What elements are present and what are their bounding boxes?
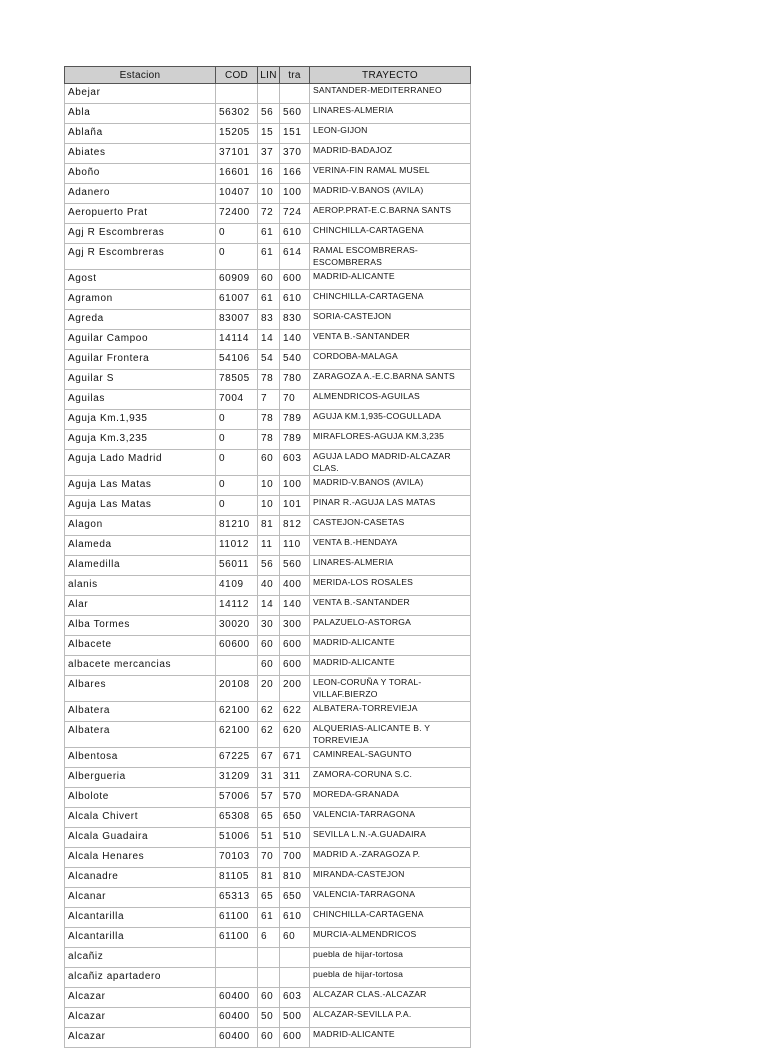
cell-tra: 700 bbox=[280, 848, 310, 868]
table-row bbox=[65, 290, 471, 310]
cell-tra: 830 bbox=[280, 310, 310, 330]
table-row bbox=[65, 450, 471, 476]
cell-estacion: Alcanar bbox=[65, 888, 216, 908]
cell-tra: 789 bbox=[280, 430, 310, 450]
cell-cod: 56011 bbox=[216, 556, 258, 576]
cell-cod: 37101 bbox=[216, 144, 258, 164]
cell-tra: 610 bbox=[280, 290, 310, 310]
cell-estacion: Abejar bbox=[65, 84, 216, 104]
cell-tra: 200 bbox=[280, 676, 310, 702]
cell-estacion: alcañiz bbox=[65, 948, 216, 968]
cell-trayecto: puebla de hijar-tortosa bbox=[310, 948, 471, 968]
cell-lin: 60 bbox=[258, 270, 280, 290]
table-row bbox=[65, 430, 471, 450]
cell-trayecto: ALQUERIAS-ALICANTE B. Y TORREVIEJA bbox=[310, 722, 471, 748]
cell-estacion: Alcazar bbox=[65, 1008, 216, 1028]
table-row bbox=[65, 676, 471, 702]
cell-trayecto: MADRID-V.BANOS (AVILA) bbox=[310, 476, 471, 496]
cell-estacion: Alcantarilla bbox=[65, 908, 216, 928]
table-row bbox=[65, 516, 471, 536]
cell-trayecto: VALENCIA-TARRAGONA bbox=[310, 888, 471, 908]
table-row bbox=[65, 476, 471, 496]
cell-lin: 31 bbox=[258, 768, 280, 788]
cell-estacion: Alcazar bbox=[65, 1028, 216, 1048]
cell-lin: 56 bbox=[258, 104, 280, 124]
cell-cod: 60400 bbox=[216, 1008, 258, 1028]
cell-cod: 67225 bbox=[216, 748, 258, 768]
cell-estacion: Aguja Las Matas bbox=[65, 476, 216, 496]
cell-cod: 62100 bbox=[216, 722, 258, 748]
cell-lin: 61 bbox=[258, 290, 280, 310]
cell-cod: 10407 bbox=[216, 184, 258, 204]
cell-cod: 60400 bbox=[216, 1028, 258, 1048]
cell-cod: 70103 bbox=[216, 848, 258, 868]
cell-trayecto: LINARES-ALMERIA bbox=[310, 104, 471, 124]
cell-estacion: Albacete bbox=[65, 636, 216, 656]
cell-lin: 56 bbox=[258, 556, 280, 576]
cell-estacion: Ablaña bbox=[65, 124, 216, 144]
cell-trayecto: MADRID-ALICANTE bbox=[310, 1028, 471, 1048]
cell-estacion: Aguilar Frontera bbox=[65, 350, 216, 370]
cell-cod: 51006 bbox=[216, 828, 258, 848]
cell-tra: 540 bbox=[280, 350, 310, 370]
cell-estacion: Albares bbox=[65, 676, 216, 702]
cell-lin: 61 bbox=[258, 244, 280, 270]
table-row bbox=[65, 104, 471, 124]
cell-tra: 610 bbox=[280, 908, 310, 928]
cell-cod: 62100 bbox=[216, 702, 258, 722]
cell-tra: 789 bbox=[280, 410, 310, 430]
cell-estacion: Albergueria bbox=[65, 768, 216, 788]
table-row bbox=[65, 1028, 471, 1048]
cell-trayecto: MOREDA-GRANADA bbox=[310, 788, 471, 808]
cell-tra: 650 bbox=[280, 808, 310, 828]
cell-lin: 65 bbox=[258, 888, 280, 908]
cell-lin: 81 bbox=[258, 868, 280, 888]
cell-lin: 61 bbox=[258, 908, 280, 928]
table-row bbox=[65, 1008, 471, 1028]
header-estacion: Estacion bbox=[65, 67, 216, 84]
table-row bbox=[65, 270, 471, 290]
cell-estacion: Abiates bbox=[65, 144, 216, 164]
cell-tra: 560 bbox=[280, 556, 310, 576]
cell-trayecto: AGUJA KM.1,935-COGULLADA bbox=[310, 410, 471, 430]
table-body bbox=[65, 84, 471, 1048]
cell-trayecto: CORDOBA-MALAGA bbox=[310, 350, 471, 370]
cell-tra: 166 bbox=[280, 164, 310, 184]
cell-tra: 570 bbox=[280, 788, 310, 808]
cell-lin: 54 bbox=[258, 350, 280, 370]
cell-cod: 0 bbox=[216, 430, 258, 450]
cell-cod: 60600 bbox=[216, 636, 258, 656]
cell-tra: 100 bbox=[280, 476, 310, 496]
cell-estacion: Alcala Guadaira bbox=[65, 828, 216, 848]
cell-trayecto: ZARAGOZA A.-E.C.BARNA SANTS bbox=[310, 370, 471, 390]
cell-trayecto: VENTA B.-SANTANDER bbox=[310, 330, 471, 350]
table-row bbox=[65, 184, 471, 204]
cell-lin: 78 bbox=[258, 430, 280, 450]
cell-tra bbox=[280, 84, 310, 104]
table-row bbox=[65, 596, 471, 616]
stations-table bbox=[64, 66, 471, 1048]
cell-cod: 0 bbox=[216, 224, 258, 244]
cell-lin: 61 bbox=[258, 224, 280, 244]
cell-estacion: Alar bbox=[65, 596, 216, 616]
cell-lin: 37 bbox=[258, 144, 280, 164]
cell-lin: 20 bbox=[258, 676, 280, 702]
cell-estacion: Agramon bbox=[65, 290, 216, 310]
cell-estacion: Alcala Henares bbox=[65, 848, 216, 868]
cell-estacion: Aguja Lado Madrid bbox=[65, 450, 216, 476]
cell-cod: 0 bbox=[216, 476, 258, 496]
cell-estacion: Aguja Km.3,235 bbox=[65, 430, 216, 450]
cell-cod: 61100 bbox=[216, 928, 258, 948]
cell-cod: 60909 bbox=[216, 270, 258, 290]
cell-trayecto: MADRID-ALICANTE bbox=[310, 270, 471, 290]
cell-tra: 110 bbox=[280, 536, 310, 556]
cell-trayecto: MURCIA-ALMENDRICOS bbox=[310, 928, 471, 948]
cell-lin bbox=[258, 84, 280, 104]
cell-lin: 60 bbox=[258, 656, 280, 676]
cell-tra: 100 bbox=[280, 184, 310, 204]
cell-estacion: Abla bbox=[65, 104, 216, 124]
cell-lin: 14 bbox=[258, 330, 280, 350]
table-row bbox=[65, 350, 471, 370]
cell-trayecto: CHINCHILLA-CARTAGENA bbox=[310, 290, 471, 310]
cell-trayecto: PALAZUELO-ASTORGA bbox=[310, 616, 471, 636]
cell-lin: 72 bbox=[258, 204, 280, 224]
cell-tra bbox=[280, 968, 310, 988]
cell-cod: 61100 bbox=[216, 908, 258, 928]
table-row bbox=[65, 536, 471, 556]
cell-cod: 56302 bbox=[216, 104, 258, 124]
cell-trayecto: VENTA B.-SANTANDER bbox=[310, 596, 471, 616]
cell-estacion: Albatera bbox=[65, 702, 216, 722]
cell-cod: 16601 bbox=[216, 164, 258, 184]
cell-tra: 671 bbox=[280, 748, 310, 768]
cell-cod: 30020 bbox=[216, 616, 258, 636]
cell-tra: 614 bbox=[280, 244, 310, 270]
table-row bbox=[65, 576, 471, 596]
cell-cod: 0 bbox=[216, 244, 258, 270]
table-row bbox=[65, 164, 471, 184]
cell-tra: 622 bbox=[280, 702, 310, 722]
cell-trayecto: CASTEJON-CASETAS bbox=[310, 516, 471, 536]
cell-cod: 11012 bbox=[216, 536, 258, 556]
cell-cod: 60400 bbox=[216, 988, 258, 1008]
table-row bbox=[65, 204, 471, 224]
cell-tra bbox=[280, 948, 310, 968]
table-row bbox=[65, 244, 471, 270]
table-row bbox=[65, 656, 471, 676]
cell-lin: 7 bbox=[258, 390, 280, 410]
table-row bbox=[65, 144, 471, 164]
cell-lin: 10 bbox=[258, 476, 280, 496]
cell-tra: 101 bbox=[280, 496, 310, 516]
cell-cod: 83007 bbox=[216, 310, 258, 330]
cell-lin: 60 bbox=[258, 1028, 280, 1048]
cell-cod: 54106 bbox=[216, 350, 258, 370]
cell-tra: 370 bbox=[280, 144, 310, 164]
cell-trayecto: MIRANDA-CASTEJON bbox=[310, 868, 471, 888]
cell-cod: 15205 bbox=[216, 124, 258, 144]
cell-cod: 65308 bbox=[216, 808, 258, 828]
cell-tra: 812 bbox=[280, 516, 310, 536]
table-row bbox=[65, 390, 471, 410]
cell-lin: 65 bbox=[258, 808, 280, 828]
cell-trayecto: VENTA B.-HENDAYA bbox=[310, 536, 471, 556]
cell-lin: 60 bbox=[258, 988, 280, 1008]
table-row bbox=[65, 748, 471, 768]
cell-cod bbox=[216, 968, 258, 988]
cell-cod: 72400 bbox=[216, 204, 258, 224]
table-row bbox=[65, 808, 471, 828]
cell-lin: 40 bbox=[258, 576, 280, 596]
cell-tra: 600 bbox=[280, 636, 310, 656]
table-row bbox=[65, 788, 471, 808]
cell-tra: 151 bbox=[280, 124, 310, 144]
cell-estacion: Albentosa bbox=[65, 748, 216, 768]
cell-lin: 10 bbox=[258, 496, 280, 516]
cell-cod: 61007 bbox=[216, 290, 258, 310]
cell-trayecto: SEVILLA L.N.-A.GUADAIRA bbox=[310, 828, 471, 848]
cell-cod: 31209 bbox=[216, 768, 258, 788]
cell-trayecto: MADRID A.-ZARAGOZA P. bbox=[310, 848, 471, 868]
cell-cod bbox=[216, 948, 258, 968]
cell-lin: 67 bbox=[258, 748, 280, 768]
cell-estacion: Alameda bbox=[65, 536, 216, 556]
cell-trayecto: ALCAZAR CLAS.-ALCAZAR bbox=[310, 988, 471, 1008]
table-row bbox=[65, 828, 471, 848]
cell-tra: 140 bbox=[280, 330, 310, 350]
cell-trayecto: CHINCHILLA-CARTAGENA bbox=[310, 908, 471, 928]
cell-lin: 57 bbox=[258, 788, 280, 808]
cell-estacion: Aguilar S bbox=[65, 370, 216, 390]
cell-trayecto: VERINA-FIN RAMAL MUSEL bbox=[310, 164, 471, 184]
cell-cod: 7004 bbox=[216, 390, 258, 410]
table-row bbox=[65, 888, 471, 908]
cell-trayecto: puebla de hijar-tortosa bbox=[310, 968, 471, 988]
table-row bbox=[65, 928, 471, 948]
table-row bbox=[65, 868, 471, 888]
cell-lin bbox=[258, 968, 280, 988]
cell-cod: 81210 bbox=[216, 516, 258, 536]
cell-trayecto: ALBATERA-TORREVIEJA bbox=[310, 702, 471, 722]
table-row bbox=[65, 908, 471, 928]
cell-trayecto: VALENCIA-TARRAGONA bbox=[310, 808, 471, 828]
header-row bbox=[65, 67, 471, 84]
cell-tra: 560 bbox=[280, 104, 310, 124]
cell-lin bbox=[258, 948, 280, 968]
cell-tra: 140 bbox=[280, 596, 310, 616]
table-row bbox=[65, 370, 471, 390]
cell-tra: 600 bbox=[280, 270, 310, 290]
table-row bbox=[65, 84, 471, 104]
table-row bbox=[65, 768, 471, 788]
table-row bbox=[65, 330, 471, 350]
cell-tra: 724 bbox=[280, 204, 310, 224]
cell-trayecto: CHINCHILLA-CARTAGENA bbox=[310, 224, 471, 244]
cell-cod: 78505 bbox=[216, 370, 258, 390]
cell-cod: 57006 bbox=[216, 788, 258, 808]
cell-estacion: Alba Tormes bbox=[65, 616, 216, 636]
cell-lin: 62 bbox=[258, 722, 280, 748]
cell-trayecto: SORIA-CASTEJON bbox=[310, 310, 471, 330]
cell-estacion: albacete mercancias bbox=[65, 656, 216, 676]
cell-tra: 60 bbox=[280, 928, 310, 948]
cell-tra: 600 bbox=[280, 656, 310, 676]
table-row bbox=[65, 968, 471, 988]
cell-estacion: Agost bbox=[65, 270, 216, 290]
table-row bbox=[65, 224, 471, 244]
cell-estacion: Alcala Chivert bbox=[65, 808, 216, 828]
cell-trayecto: AGUJA LADO MADRID-ALCAZAR CLAS. bbox=[310, 450, 471, 476]
cell-trayecto: MADRID-ALICANTE bbox=[310, 636, 471, 656]
cell-estacion: Alcantarilla bbox=[65, 928, 216, 948]
cell-lin: 11 bbox=[258, 536, 280, 556]
cell-estacion: Agreda bbox=[65, 310, 216, 330]
cell-trayecto: AEROP.PRAT-E.C.BARNA SANTS bbox=[310, 204, 471, 224]
cell-tra: 610 bbox=[280, 224, 310, 244]
cell-lin: 62 bbox=[258, 702, 280, 722]
cell-tra: 620 bbox=[280, 722, 310, 748]
cell-tra: 300 bbox=[280, 616, 310, 636]
cell-trayecto: LINARES-ALMERIA bbox=[310, 556, 471, 576]
cell-tra: 600 bbox=[280, 1028, 310, 1048]
cell-cod: 14114 bbox=[216, 330, 258, 350]
cell-trayecto: SANTANDER-MEDITERRANEO bbox=[310, 84, 471, 104]
cell-cod: 0 bbox=[216, 496, 258, 516]
cell-estacion: Aguilar Campoo bbox=[65, 330, 216, 350]
table-row bbox=[65, 556, 471, 576]
cell-lin: 83 bbox=[258, 310, 280, 330]
cell-cod bbox=[216, 656, 258, 676]
cell-trayecto: PINAR R.-AGUJA LAS MATAS bbox=[310, 496, 471, 516]
cell-trayecto: MERIDA-LOS ROSALES bbox=[310, 576, 471, 596]
header-cod: COD bbox=[216, 67, 258, 84]
cell-estacion: Agj R Escombreras bbox=[65, 224, 216, 244]
cell-estacion: Adanero bbox=[65, 184, 216, 204]
cell-trayecto: ALMENDRICOS-AGUILAS bbox=[310, 390, 471, 410]
cell-estacion: Aguja Km.1,935 bbox=[65, 410, 216, 430]
table-row bbox=[65, 410, 471, 430]
cell-lin: 81 bbox=[258, 516, 280, 536]
cell-lin: 60 bbox=[258, 450, 280, 476]
table-row bbox=[65, 948, 471, 968]
cell-trayecto: CAMINREAL-SAGUNTO bbox=[310, 748, 471, 768]
cell-cod: 81105 bbox=[216, 868, 258, 888]
cell-estacion: alcañiz apartadero bbox=[65, 968, 216, 988]
cell-estacion: Alcanadre bbox=[65, 868, 216, 888]
cell-estacion: Aboño bbox=[65, 164, 216, 184]
cell-trayecto: RAMAL ESCOMBRERAS-ESCOMBRERAS bbox=[310, 244, 471, 270]
cell-lin: 78 bbox=[258, 410, 280, 430]
cell-tra: 510 bbox=[280, 828, 310, 848]
table-row bbox=[65, 124, 471, 144]
cell-lin: 78 bbox=[258, 370, 280, 390]
cell-estacion: Agj R Escombreras bbox=[65, 244, 216, 270]
cell-tra: 603 bbox=[280, 988, 310, 1008]
cell-lin: 10 bbox=[258, 184, 280, 204]
cell-lin: 6 bbox=[258, 928, 280, 948]
table-header bbox=[65, 67, 471, 84]
table-row bbox=[65, 636, 471, 656]
header-tra: tra bbox=[280, 67, 310, 84]
cell-trayecto: MIRAFLORES-AGUJA KM.3,235 bbox=[310, 430, 471, 450]
cell-tra: 780 bbox=[280, 370, 310, 390]
cell-cod: 65313 bbox=[216, 888, 258, 908]
cell-lin: 14 bbox=[258, 596, 280, 616]
table-row bbox=[65, 616, 471, 636]
cell-estacion: Albatera bbox=[65, 722, 216, 748]
cell-cod: 4109 bbox=[216, 576, 258, 596]
table-row bbox=[65, 722, 471, 748]
cell-lin: 30 bbox=[258, 616, 280, 636]
cell-estacion: Alagon bbox=[65, 516, 216, 536]
cell-trayecto: MADRID-ALICANTE bbox=[310, 656, 471, 676]
cell-cod: 20108 bbox=[216, 676, 258, 702]
table-row bbox=[65, 496, 471, 516]
cell-cod: 14112 bbox=[216, 596, 258, 616]
cell-trayecto: ALCAZAR-SEVILLA P.A. bbox=[310, 1008, 471, 1028]
cell-estacion: alanis bbox=[65, 576, 216, 596]
cell-tra: 603 bbox=[280, 450, 310, 476]
header-trayecto: TRAYECTO bbox=[310, 67, 471, 84]
cell-lin: 60 bbox=[258, 636, 280, 656]
cell-tra: 500 bbox=[280, 1008, 310, 1028]
cell-tra: 311 bbox=[280, 768, 310, 788]
table-row bbox=[65, 310, 471, 330]
cell-trayecto: MADRID-BADAJOZ bbox=[310, 144, 471, 164]
cell-estacion: Alcazar bbox=[65, 988, 216, 1008]
header-lin: LIN bbox=[258, 67, 280, 84]
table-row bbox=[65, 988, 471, 1008]
cell-lin: 16 bbox=[258, 164, 280, 184]
cell-trayecto: LEON-CORUÑA Y TORAL-VILLAF.BIERZO bbox=[310, 676, 471, 702]
cell-trayecto: LEON-GIJON bbox=[310, 124, 471, 144]
cell-tra: 650 bbox=[280, 888, 310, 908]
cell-lin: 51 bbox=[258, 828, 280, 848]
cell-cod bbox=[216, 84, 258, 104]
cell-lin: 50 bbox=[258, 1008, 280, 1028]
cell-cod: 0 bbox=[216, 450, 258, 476]
table-row bbox=[65, 848, 471, 868]
cell-tra: 400 bbox=[280, 576, 310, 596]
cell-tra: 810 bbox=[280, 868, 310, 888]
cell-tra: 70 bbox=[280, 390, 310, 410]
cell-lin: 70 bbox=[258, 848, 280, 868]
table-row bbox=[65, 702, 471, 722]
cell-lin: 15 bbox=[258, 124, 280, 144]
cell-estacion: Aguja Las Matas bbox=[65, 496, 216, 516]
cell-estacion: Albolote bbox=[65, 788, 216, 808]
cell-estacion: Aeropuerto Prat bbox=[65, 204, 216, 224]
cell-cod: 0 bbox=[216, 410, 258, 430]
cell-trayecto: MADRID-V.BANOS (AVILA) bbox=[310, 184, 471, 204]
cell-estacion: Alamedilla bbox=[65, 556, 216, 576]
cell-estacion: Aguilas bbox=[65, 390, 216, 410]
cell-trayecto: ZAMORA-CORUNA S.C. bbox=[310, 768, 471, 788]
